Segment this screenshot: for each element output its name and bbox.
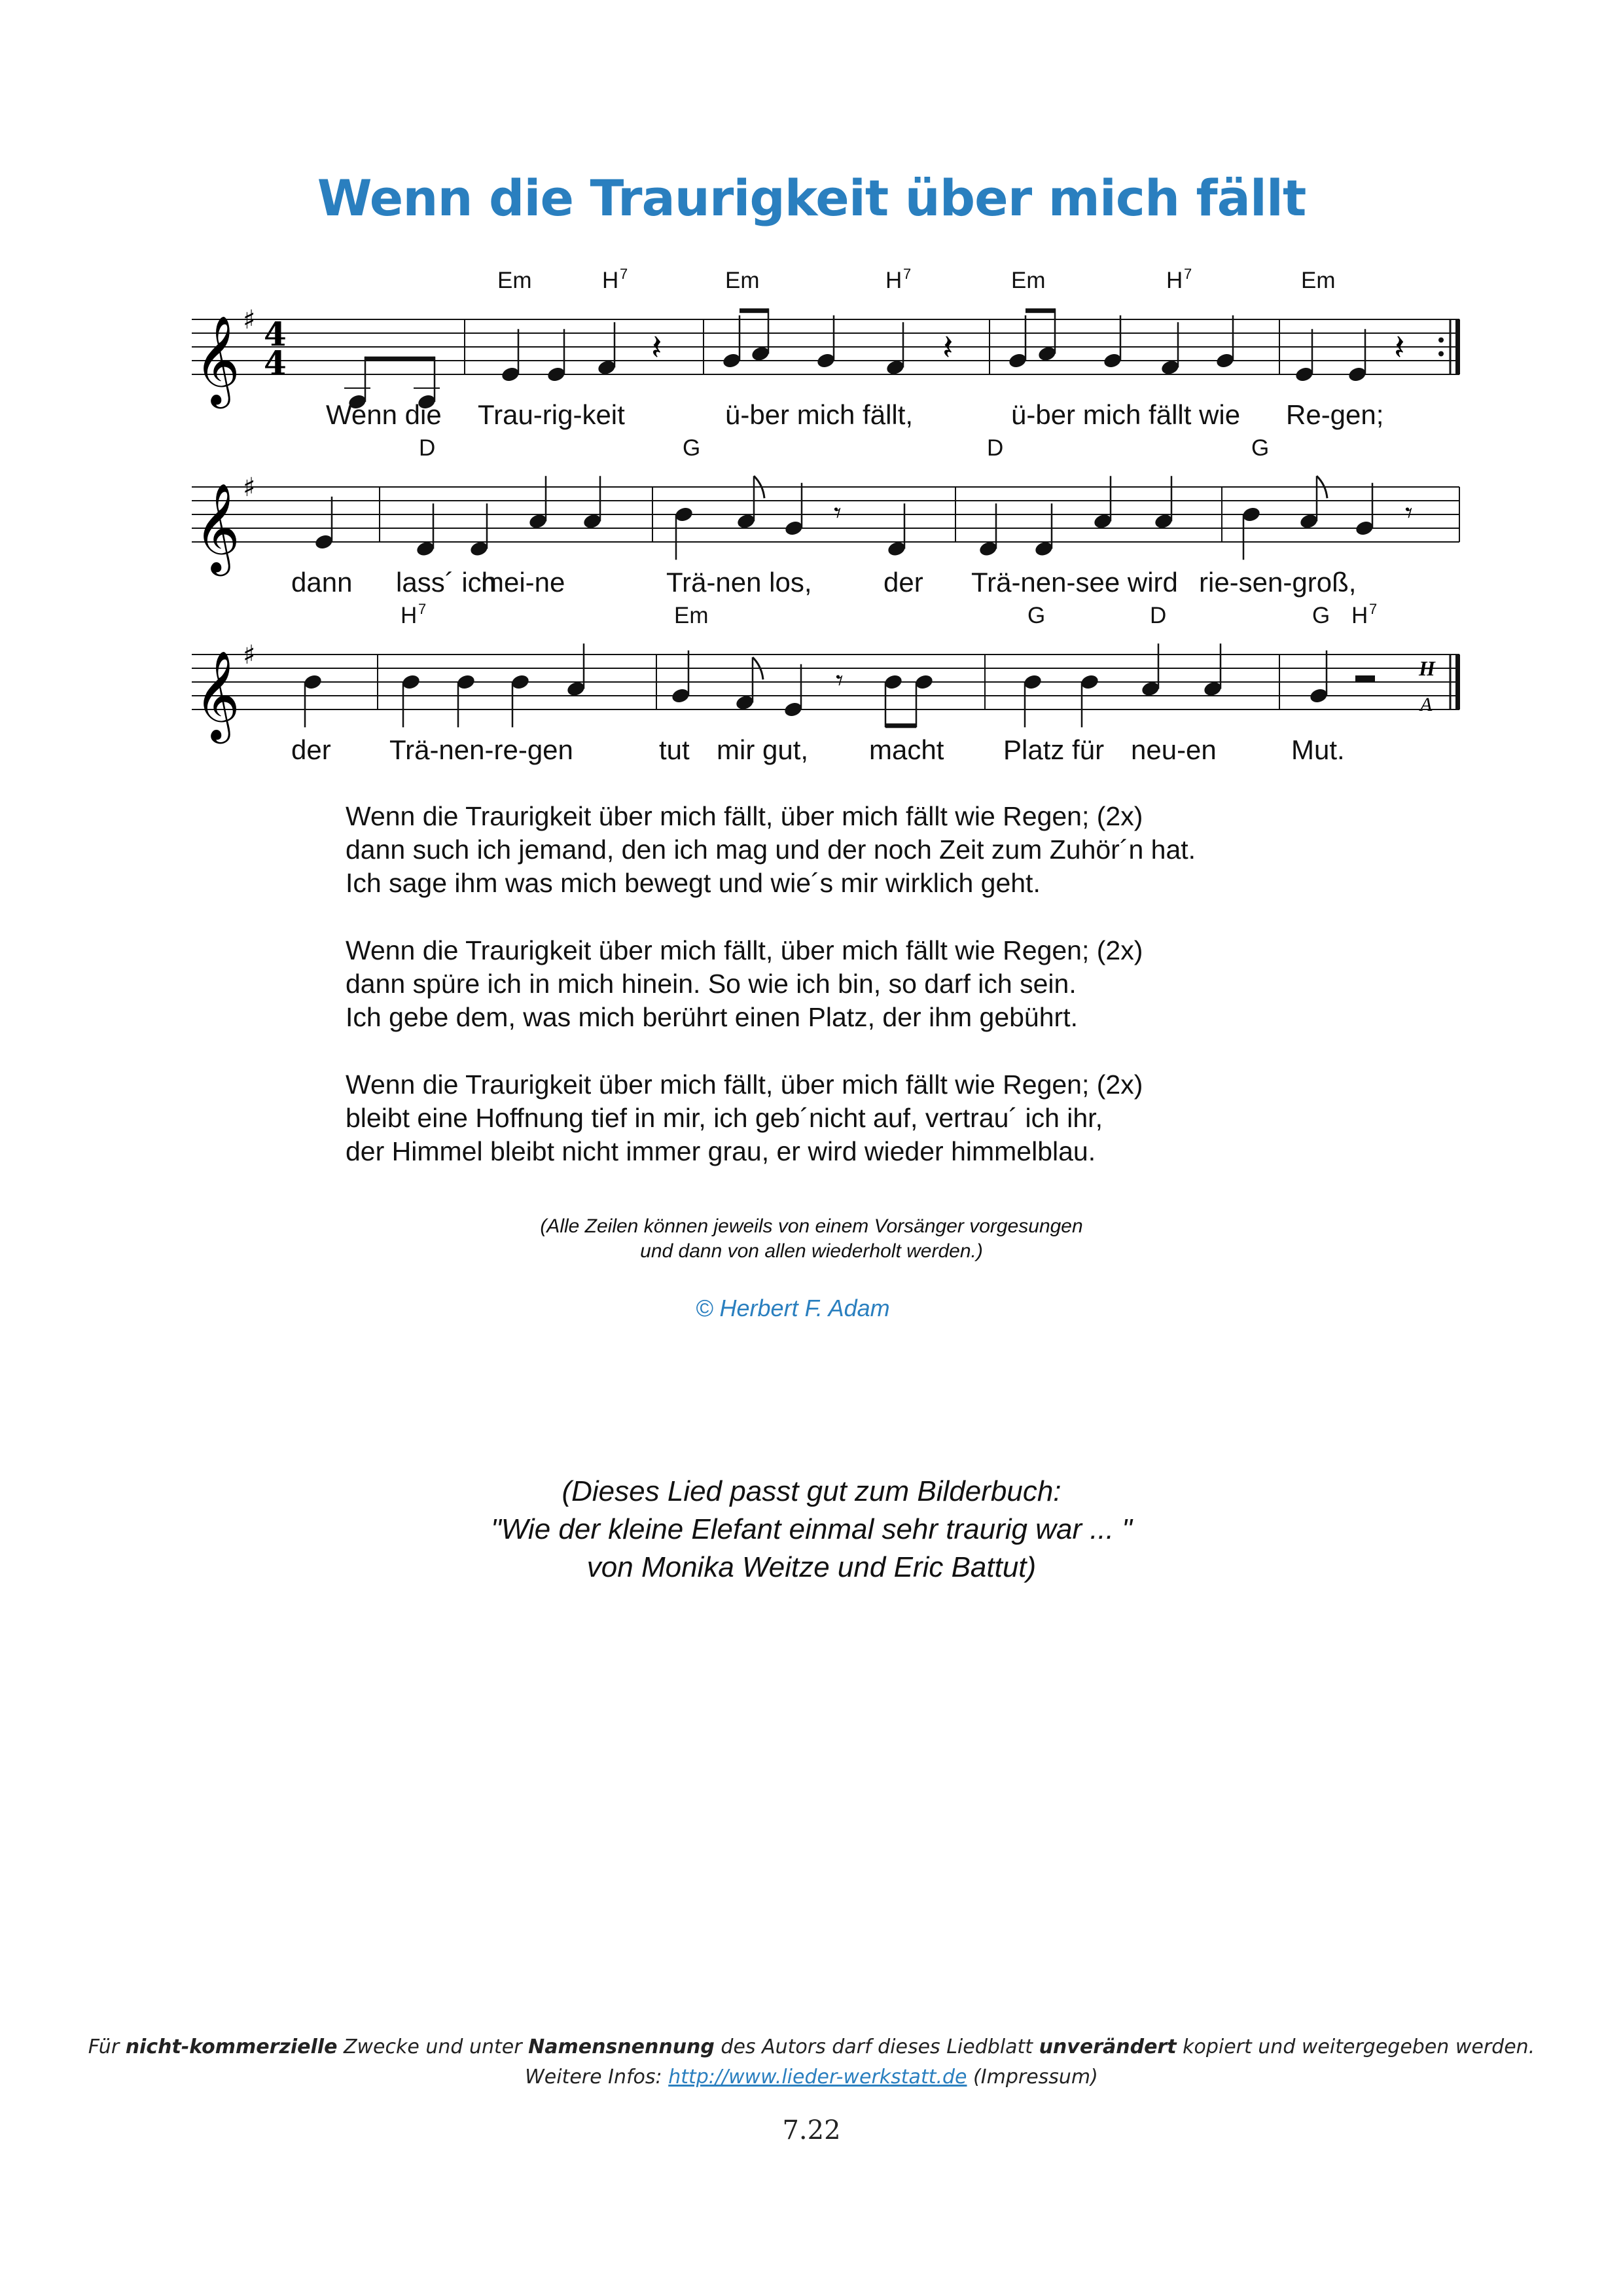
chord-label: Em <box>725 268 760 293</box>
lyric-syllable: Platz für <box>1003 734 1105 765</box>
repeat-dot <box>1438 338 1444 343</box>
lyric-syllable: mei-ne <box>481 567 565 598</box>
lyric-syllable: Trau-rig-keit <box>478 399 625 430</box>
chord-label: H <box>401 603 418 628</box>
music-system <box>192 435 1459 598</box>
performance-note-line: (Alle Zeilen können jeweils von einem Vorsänger vorgesungen <box>540 1215 1083 1237</box>
verse-line: dann such ich jemand, den ich mag und der noch Zeit zum Zuhör´n hat. <box>346 834 1196 865</box>
picture-book-note-line: "Wie der kleine Elefant einmal sehr traurig war ... " <box>491 1513 1132 1545</box>
license-text-part: kopiert und weitergegeben werden. <box>1176 2036 1535 2058</box>
chord-label: Em <box>497 268 532 293</box>
chord-label: Em <box>1011 268 1046 293</box>
license-text-part: Zwecke und unter <box>337 2036 529 2058</box>
chord-label: D <box>987 435 1004 461</box>
license-emphasis: Namensnennung <box>528 2036 715 2058</box>
chord-label: G <box>683 435 701 461</box>
sharp-icon: ♯ <box>243 473 256 503</box>
time-signature-bottom: 4 <box>264 344 287 382</box>
lyric-syllable: tut <box>659 734 690 765</box>
lyric-syllable: neu-en <box>1131 734 1217 765</box>
quarter-rest-icon: 𝄽 <box>1394 326 1405 368</box>
verse-line: der Himmel bleibt nicht immer grau, er wird wieder himmelblau. <box>346 1136 1096 1166</box>
lyric-syllable: Wenn die <box>326 399 442 430</box>
page-number: 7.22 <box>782 2115 841 2145</box>
verse-line: Wenn die Traurigkeit über mich fällt, über mich fällt wie Regen; (2x) <box>346 801 1143 831</box>
lyric-syllable: Re-gen; <box>1286 399 1384 430</box>
verse-line: Wenn die Traurigkeit über mich fällt, über mich fällt wie Regen; (2x) <box>346 1069 1143 1100</box>
eighth-rest-icon: 𝄾 <box>834 496 842 530</box>
chord-superscript: 7 <box>903 266 912 282</box>
treble-clef-icon: 𝄞 <box>194 314 240 404</box>
info-prefix: Weitere Infos: <box>525 2066 669 2089</box>
chord-label: H <box>1166 268 1183 293</box>
lyric-syllable: Trä-nen los, <box>666 567 812 598</box>
picture-book-note-line: von Monika Weitze und Eric Battut) <box>586 1551 1037 1583</box>
verse-3 <box>346 1068 1458 1168</box>
chord-label: G <box>1312 603 1330 628</box>
chord-label: Em <box>674 603 709 628</box>
note-beam <box>365 357 435 361</box>
chord-label: H <box>602 268 619 293</box>
picture-book-note-line: (Dieses Lied passt gut zum Bilderbuch: <box>562 1475 1061 1507</box>
song-title: Wenn die Traurigkeit über mich fällt <box>317 169 1306 227</box>
verse-1 <box>346 800 1458 900</box>
note-beam <box>1026 308 1055 313</box>
chord-label: D <box>419 435 436 461</box>
treble-clef-icon: 𝄞 <box>194 482 240 572</box>
repeat-dot <box>1438 351 1444 357</box>
copyright: © Herbert F. Adam <box>696 1295 890 1321</box>
license-text-part: des Autors darf dieses Liedblatt <box>714 2036 1039 2058</box>
info-line <box>0 2062 1623 2092</box>
verse-2 <box>346 934 1458 1034</box>
note-beam <box>885 723 916 728</box>
verse-line: Ich gebe dem, was mich berührt einen Platz, der ihm gebührt. <box>346 1002 1078 1032</box>
lyric-syllable: lass´ ich <box>396 567 497 598</box>
ending-mark: H <box>1419 656 1435 680</box>
chord-label: G <box>1251 435 1270 461</box>
chord-label: H <box>885 268 902 293</box>
chord-superscript: 7 <box>418 601 427 617</box>
final-bar-line <box>1455 319 1460 374</box>
chord-label: D <box>1150 603 1167 628</box>
music-system <box>192 266 1460 430</box>
final-bar-line <box>1455 655 1460 709</box>
lyric-syllable: ü-ber mich fällt, <box>725 399 914 430</box>
performance-note <box>0 1214 1623 1264</box>
chord-superscript: 7 <box>1369 601 1378 617</box>
license-emphasis: unverändert <box>1039 2036 1177 2058</box>
lyric-syllable: der <box>291 734 331 765</box>
picture-book-note <box>0 1473 1623 1587</box>
chord-superscript: 7 <box>620 266 628 282</box>
lyric-syllable: Trä-nen-see wird <box>971 567 1178 598</box>
quarter-rest-icon: 𝄽 <box>942 326 954 368</box>
lyric-syllable: Mut. <box>1291 734 1345 765</box>
lyric-syllable: der <box>883 567 923 598</box>
quarter-rest-icon: 𝄽 <box>651 326 662 368</box>
chord-superscript: 7 <box>1184 266 1192 282</box>
info-suffix: (Impressum) <box>967 2066 1098 2089</box>
ending-mark: A <box>1420 694 1433 715</box>
sheet-music-score <box>0 0 1623 785</box>
lyric-syllable: rie-sen-groß, <box>1199 567 1357 598</box>
verse-line: Wenn die Traurigkeit über mich fällt, über mich fällt wie Regen; (2x) <box>346 935 1143 965</box>
verse-line: Ich sage ihm was mich bewegt und wie´s mir wirklich geht. <box>346 868 1041 898</box>
chord-label: H <box>1351 603 1368 628</box>
website-link[interactable]: http://www.lieder-werkstatt.de <box>668 2066 967 2089</box>
chord-label: G <box>1027 603 1046 628</box>
verse-line: dann spüre ich in mich hinein. So wie ich bin, so darf ich sein. <box>346 969 1077 999</box>
lyric-syllable: macht <box>869 734 944 765</box>
eighth-rest-icon: 𝄾 <box>1405 496 1413 530</box>
lyric-syllable: Trä-nen-re-gen <box>389 734 573 765</box>
treble-clef-icon: 𝄞 <box>194 649 240 740</box>
sharp-icon: ♯ <box>243 640 256 670</box>
lyric-syllable: ü-ber mich fällt wie <box>1011 399 1241 430</box>
eighth-rest-icon: 𝄾 <box>836 664 844 698</box>
half-rest <box>1355 675 1375 682</box>
verse-line: bleibt eine Hoffnung tief in mir, ich geb´nicht auf, vertrau´ ich ihr, <box>346 1103 1103 1133</box>
license-text <box>0 2032 1623 2062</box>
lyric-syllable: mir gut, <box>717 734 809 765</box>
sharp-icon: ♯ <box>243 305 256 335</box>
chord-label: Em <box>1301 268 1336 293</box>
lyric-syllable: dann <box>291 567 353 598</box>
performance-note-line: und dann von allen wiederholt werden.) <box>640 1240 983 1262</box>
license-emphasis: nicht-kommerzielle <box>125 2036 338 2058</box>
verses-block <box>346 800 1458 1202</box>
license-text-part: Für <box>88 2036 126 2058</box>
time-signature-top: 4 <box>264 315 287 353</box>
note-beam <box>740 308 768 313</box>
music-system <box>192 601 1460 765</box>
license-footer <box>0 2032 1623 2092</box>
